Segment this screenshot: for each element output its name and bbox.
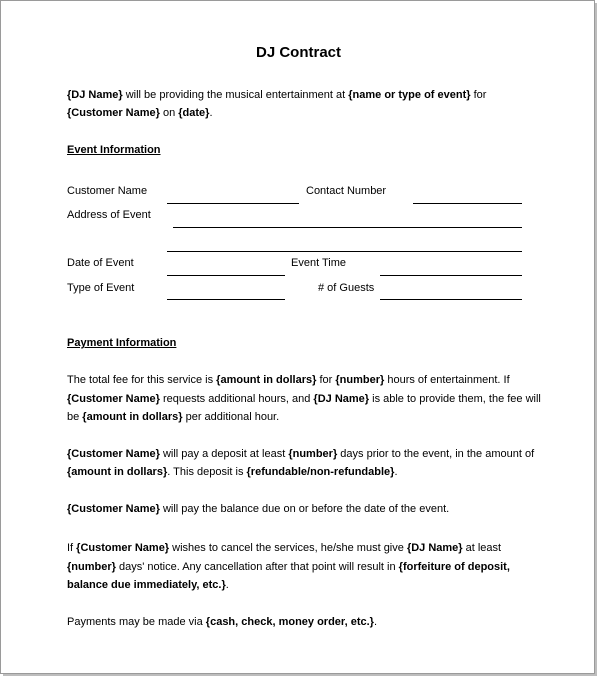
text: days prior to the event, in the amount of — [337, 448, 535, 460]
balance-line — [67, 503, 449, 516]
document-title: DJ Contract — [255, 44, 341, 61]
text: If — [67, 542, 77, 554]
date-placeholder: {date} — [178, 107, 210, 119]
guests-label: # of Guests — [318, 282, 375, 294]
event-time-label: Event Time — [291, 257, 347, 269]
customer-name-placeholder: {Customer Name} — [67, 393, 160, 405]
deposit-line-2 — [67, 466, 398, 479]
customer-name-placeholder: {Customer Name} — [67, 107, 160, 119]
text: will pay a deposit at least — [159, 448, 289, 460]
text: . — [394, 466, 398, 478]
deposit-line-1 — [67, 448, 534, 461]
address-field-line-2[interactable] — [167, 251, 522, 252]
guests-field[interactable] — [380, 299, 522, 300]
customer-name-field[interactable] — [167, 203, 299, 204]
amount-placeholder: {amount in dollars} — [82, 411, 183, 423]
text: wishes to cancel the services, he/she must give — [169, 542, 407, 554]
text: . — [373, 616, 377, 628]
type-field[interactable] — [167, 299, 285, 300]
cancel-line-2 — [67, 561, 510, 574]
contact-number-label: Contact Number — [306, 185, 387, 197]
address-label: Address of Event — [67, 209, 151, 221]
forfeiture-placeholder: {forfeiture of deposit, — [398, 561, 510, 573]
date-field[interactable] — [167, 275, 285, 276]
intro-text: for — [470, 89, 487, 101]
contact-number-field[interactable] — [413, 203, 522, 204]
payment-information-heading: Payment Information — [67, 337, 177, 349]
text: . This deposit is — [167, 466, 247, 478]
text: requests additional hours, and — [159, 393, 314, 405]
intro-line-2 — [67, 107, 213, 120]
payment-methods-placeholder: {cash, check, money order, etc.} — [205, 616, 374, 628]
refundable-placeholder: {refundable/non-refundable} — [246, 466, 395, 478]
text: at least — [462, 542, 502, 554]
text: per additional hour. — [182, 411, 280, 423]
number-placeholder: {number} — [67, 561, 116, 573]
text: days' notice. Any cancellation after that point will result in — [115, 561, 399, 573]
dj-name-placeholder: {DJ Name} — [67, 89, 123, 101]
number-placeholder: {number} — [288, 448, 338, 460]
customer-name-placeholder: {Customer Name} — [76, 542, 170, 554]
text: will pay the balance due on or before the date of the event. — [159, 503, 450, 515]
number-placeholder: {number} — [335, 374, 385, 386]
amount-placeholder: {amount in dollars} — [216, 374, 317, 386]
intro-text: . — [209, 107, 213, 119]
date-label: Date of Event — [67, 257, 134, 269]
customer-name-placeholder: {Customer Name} — [67, 503, 160, 515]
fee-line-2 — [67, 393, 541, 406]
text: hours of entertainment. If — [384, 374, 510, 386]
type-label: Type of Event — [67, 282, 135, 294]
text: for — [316, 374, 336, 386]
text: is able to provide them, the fee will — [369, 393, 541, 405]
cancel-line-3 — [67, 579, 229, 592]
text: be — [67, 411, 83, 423]
forfeiture-placeholder: balance due immediately, etc.} — [67, 579, 226, 591]
cancel-line-1 — [67, 542, 501, 555]
event-name-placeholder: {name or type of event} — [348, 89, 471, 101]
intro-text: will be providing the musical entertainment at — [122, 89, 349, 101]
event-time-field[interactable] — [380, 275, 522, 276]
customer-name-placeholder: {Customer Name} — [67, 448, 160, 460]
address-field-line-1[interactable] — [173, 227, 522, 228]
text: . — [225, 579, 229, 591]
intro-text: on — [159, 107, 179, 119]
amount-placeholder: {amount in dollars} — [67, 466, 168, 478]
text: Payments may be made via — [67, 616, 206, 628]
payment-methods-line — [67, 616, 377, 629]
event-information-heading: Event Information — [67, 144, 161, 156]
customer-name-label: Customer Name — [67, 185, 148, 197]
dj-name-placeholder: {DJ Name} — [313, 393, 370, 405]
fee-line-3 — [67, 411, 279, 424]
fee-line-1 — [67, 374, 510, 387]
text: The total fee for this service is — [67, 374, 217, 386]
dj-name-placeholder: {DJ Name} — [406, 542, 463, 554]
intro-line-1 — [67, 89, 486, 102]
